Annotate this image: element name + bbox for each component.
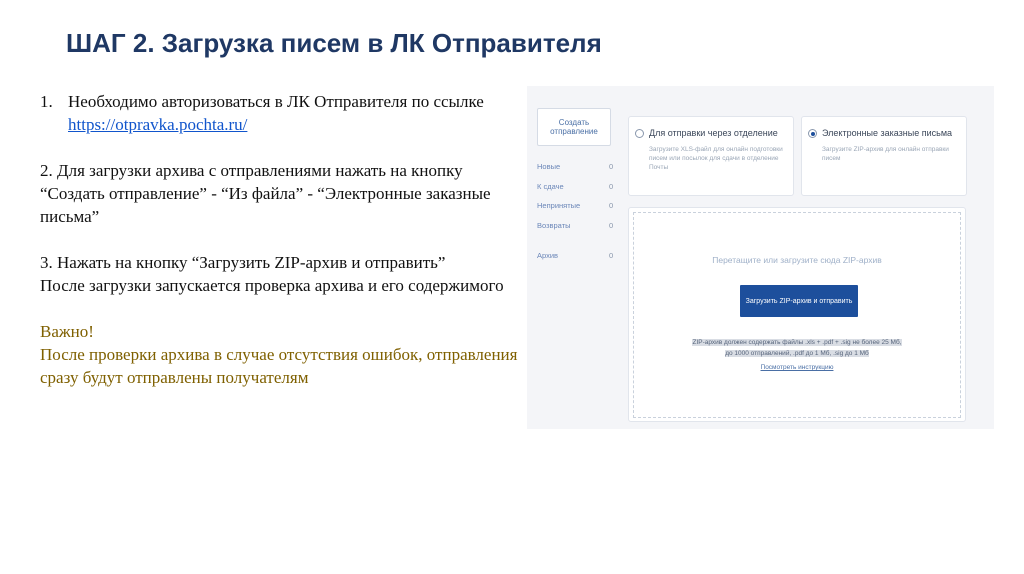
zip-requirements	[634, 337, 960, 359]
radio-off-icon[interactable]	[635, 129, 644, 138]
step-3-line-1: 3. Нажать на кнопку “Загрузить ZIP-архив и отправить”	[40, 253, 446, 272]
create-shipment-button[interactable]: Создать отправление	[537, 108, 611, 146]
nav-item-to-hand-over[interactable]	[537, 182, 617, 191]
option-title: Электронные заказные письма	[822, 128, 953, 138]
step-2: 2. Для загрузки архива с отправлениями нажать на кнопку “Создать отправление” - “Из файла” - “Электронные заказные письма”	[40, 161, 491, 226]
nav-count: 0	[609, 182, 614, 191]
pochta-link[interactable]: https://otpravka.pochta.ru/	[68, 115, 248, 134]
nav-label: Новые	[537, 162, 561, 171]
nav-label: Возвраты	[537, 221, 571, 230]
nav-label: Архив	[537, 251, 559, 260]
step-3-line-2: После загрузки запускается проверка архива и его содержимого	[40, 276, 504, 295]
option-description: Загрузите ZIP-архив для онлайн отправки писем	[822, 146, 949, 162]
nav-item-new[interactable]	[537, 162, 617, 171]
nav-item-rejected[interactable]	[537, 201, 617, 210]
option-description: Загрузите XLS-файл для онлайн подготовки писем или посылок для сдачи в отделение Почты	[649, 146, 783, 171]
hint-line-1: ZIP-архив должен содержать файлы .xls + .pdf + .sig не более 25 Мб,	[692, 339, 902, 346]
important-label: Важно!	[40, 322, 94, 341]
hint-line-2: до 1000 отправлений, .pdf до 1 Мб, .sig до 1 Мб	[725, 350, 869, 357]
zip-dropzone[interactable]	[633, 212, 961, 418]
option-title: Для отправки через отделение	[649, 128, 778, 138]
step-1-number: 1.	[40, 92, 53, 111]
step-1	[40, 90, 520, 136]
nav-count: 0	[609, 251, 614, 260]
nav-count: 0	[609, 162, 614, 171]
nav-count: 0	[609, 201, 614, 210]
instruction-link[interactable]: Посмотреть инструкцию	[760, 364, 834, 371]
instructions	[40, 90, 520, 389]
sidebar	[537, 108, 617, 260]
upload-zip-button[interactable]: Загрузить ZIP-архив и отправить	[740, 285, 858, 317]
slide-title: ШАГ 2. Загрузка писем в ЛК Отправителя	[66, 28, 602, 58]
radio-on-icon[interactable]	[808, 129, 817, 138]
option-electronic-card[interactable]	[801, 116, 967, 196]
nav-count: 0	[609, 221, 614, 230]
option-branch-card[interactable]	[628, 116, 794, 196]
nav-item-returns[interactable]	[537, 221, 617, 230]
step-1-text: Необходимо авторизоваться в ЛК Отправителя по ссылке	[68, 92, 484, 111]
nav-label: Непринятые	[537, 201, 581, 210]
nav-item-archive[interactable]	[537, 251, 617, 260]
important-text: После проверки архива в случае отсутствия ошибок, отправления сразу будут отправлены получателям	[40, 345, 518, 387]
dropzone-text: Перетащите или загрузите сюда ZIP-архив	[712, 255, 882, 265]
embedded-screenshot	[527, 86, 994, 429]
nav-label: К сдаче	[537, 182, 564, 191]
